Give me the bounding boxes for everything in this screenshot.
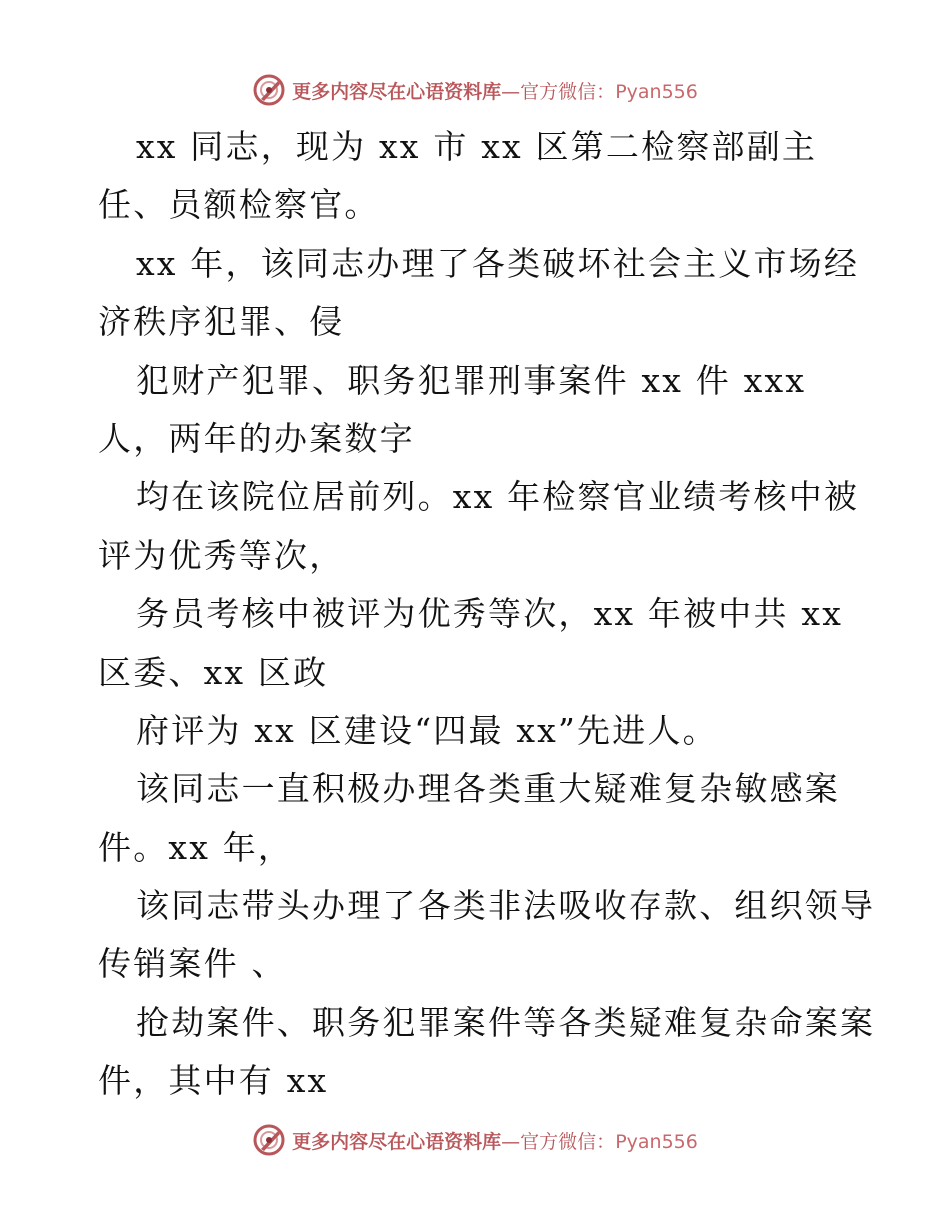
paragraph-line: xx 同志，现为 xx 市 xx 区第二检察部副主 [136,127,818,166]
watermark-label: 官方微信： [520,80,616,103]
paragraph-line: 济秩序犯罪、侵 [98,302,345,342]
watermark-title: 更多内容尽在心语资料库 [292,80,502,103]
brand-logo-icon [252,1123,286,1157]
header-watermark [0,70,950,110]
paragraph-line: 人，两年的办案数字 [98,418,415,458]
paragraph-line: 区委、xx 区政 [98,652,329,692]
footer-watermark [0,1120,950,1160]
watermark-account: Pyan556 [615,80,698,103]
paragraph-line: 件，其中有 xx [98,1061,329,1101]
brand-logo-icon [252,73,286,107]
paragraph-line: 犯财产犯罪、职务犯罪刑事案件 xx 件 xxx [136,360,807,400]
watermark-title: 更多内容尽在心语资料库 [292,1130,502,1153]
watermark-label: 官方微信： [520,1130,616,1153]
paragraph-line: 务员考核中被评为优秀等次，xx 年被中共 xx [136,594,844,634]
paragraph-line: 件。xx 年， [98,827,294,867]
document-body [98,118,898,1111]
paragraph-line: 传销案件 、 [98,944,287,984]
watermark-account: Pyan556 [615,1130,698,1153]
watermark-text [292,1127,698,1154]
paragraph-line: 抢劫案件、职务犯罪案件等各类疑难复杂命案案 [136,1002,876,1042]
paragraph-line: 府评为 xx 区建设“四最 xx”先进人。 [136,710,718,750]
paragraph-line: xx 年，该同志办理了各类破坏社会主义市场经 [136,243,860,283]
paragraph-line: 任、员额检察官。 [98,185,380,225]
watermark-separator: — [501,80,521,103]
paragraph-line: 该同志带头办理了各类非法吸收存款、组织领导 [136,886,876,926]
watermark-text [292,77,698,104]
paragraph-line: 该同志一直积极办理各类重大疑难复杂敏感案 [136,769,840,809]
paragraph-line: 均在该院位居前列。xx 年检察官业绩考核中被 [136,477,860,517]
watermark-separator: — [501,1130,521,1153]
paragraph-line: 评为优秀等次， [98,535,345,575]
